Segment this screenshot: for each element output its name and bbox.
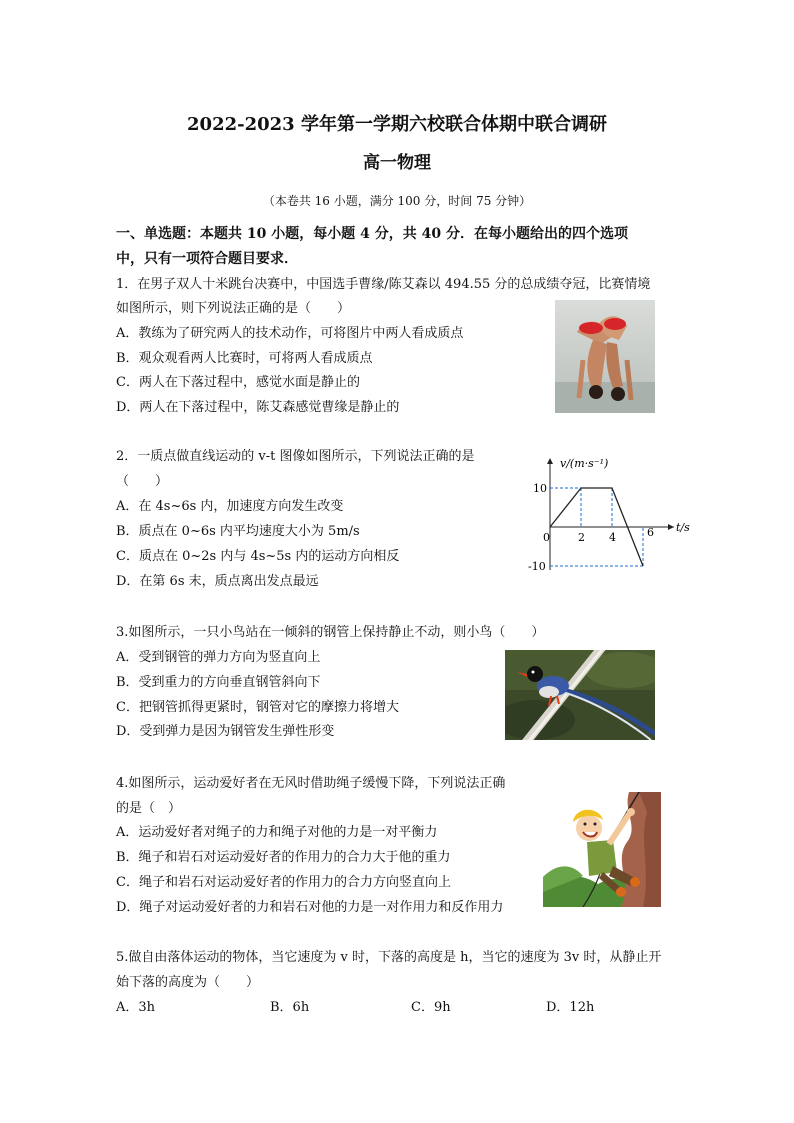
q2-option-a: A．在 4s~6s 内，加速度方向发生改变 [116,499,344,514]
q2-stem-line1: 2．一质点做直线运动的 v-t 图像如图所示，下列说法正确的是 [116,449,475,464]
q1-stem-line1: 1．在男子双人十米跳台决赛中，中国选手曹缘/陈艾森以 494.55 分的总成绩夺冠，比赛情境 [116,277,651,292]
q1-option-a: A．教练为了研究两人的技术动作，可将图片中两人看成质点 [116,326,464,341]
q5-option-c: C．9h [411,1000,451,1015]
q5-stem-line2: 始下落的高度为（ ） [116,975,260,990]
exam-title: 2022-2023 学年第一学期六校联合体期中联合调研 [187,114,607,135]
exam-subject: 高一物理 [363,153,431,173]
q2-option-c: C．质点在 0~2s 内与 4s~5s 内的运动方向相反 [116,549,400,564]
y-tick-label: -10 [528,560,546,573]
x-tick-label: 2 [578,531,585,544]
vt-chart [528,452,698,577]
q2-option-b: B．质点在 0~6s 内平均速度大小为 5m/s [116,524,360,539]
q5-option-d: D．12h [546,1000,595,1015]
q4-option-a: A．运动爱好者对绳子的力和绳子对他的力是一对平衡力 [116,825,438,840]
x-tick-label: 0 [543,531,550,544]
q5-option-a: A．3h [116,1000,156,1015]
q4-stem-line2: 的是（ ） [116,801,182,816]
vt-chart-svg [528,452,698,577]
q3-option-c: C．把钢管抓得更紧时，钢管对它的摩擦力将增大 [116,700,399,715]
section-heading-line1: 一、单选题：本题共 10 小题，每小题 4 分，共 40 分．在每小题给出的四个选项 [116,226,628,242]
q4-option-c: C．绳子和岩石对运动爱好者的作用力的合力方向竖直向上 [116,875,451,890]
divers-photo [555,300,655,413]
q1-option-b: B．观众观看两人比赛时，可将两人看成质点 [116,351,373,366]
x-axis-label: t/s [676,521,690,534]
q1-stem-line2: 如图所示，则下列说法正确的是（ ） [116,301,351,316]
q4-option-b: B．绳子和岩石对运动爱好者的作用力的合力大于他的重力 [116,850,451,865]
climber-illustration [543,792,661,907]
y-axis-label: v/(m·s⁻¹) [560,457,609,470]
q4-stem-line1: 4.如图所示，运动爱好者在无风时借助绳子缓慢下降，下列说法正确 [116,776,506,791]
x-tick-label: 6 [647,526,654,539]
q2-stem-line2: （ ） [116,474,169,489]
q2-option-d: D．在第 6s 末，质点离出发点最远 [116,574,319,589]
exam-note: （本卷共 16 小题，满分 100 分，时间 75 分钟） [262,194,532,208]
q1-option-d: D．两人在下落过程中，陈艾森感觉曹缘是静止的 [116,400,400,415]
x-tick-label: 4 [609,531,616,544]
q3-option-b: B．受到重力的方向垂直钢管斜向下 [116,675,321,690]
q5-option-b: B．6h [270,1000,310,1015]
q5-stem-line1: 5.做自由落体运动的物体，当它速度为 v 时，下落的高度是 h，当它的速度为 3v 时，从静止开 [116,950,662,965]
q3-option-a: A．受到钢管的弹力方向为竖直向上 [116,650,321,665]
q1-option-c: C．两人在下落过程中，感觉水面是静止的 [116,375,360,390]
section-heading-line2: 中，只有一项符合题目要求． [116,251,298,267]
q4-option-d: D．绳子对运动爱好者的力和岩石对他的力是一对作用力和反作用力 [116,900,504,915]
x-axis-arrow [668,524,674,530]
bird-photo [505,650,655,740]
q3-option-d: D．受到弹力是因为钢管发生弹性形变 [116,724,335,739]
y-tick-label: 10 [533,482,547,495]
q3-stem: 3.如图所示，一只小鸟站在一倾斜的钢管上保持静止不动，则小鸟（ ） [116,625,545,640]
y-axis-arrow [547,458,553,464]
